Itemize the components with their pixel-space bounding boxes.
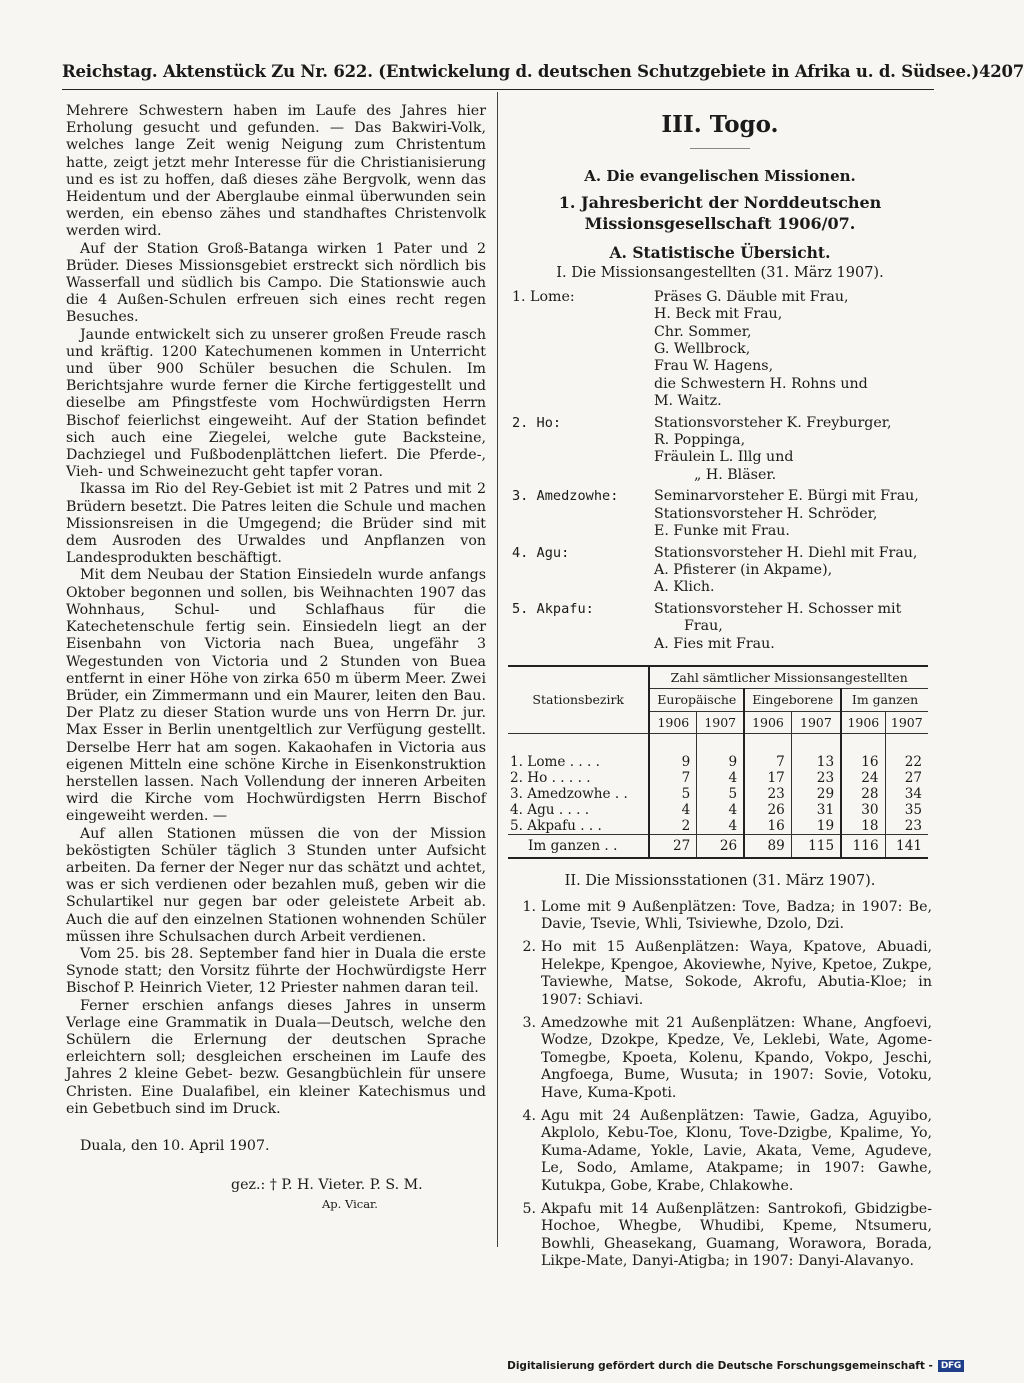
staff-person: A. Klich. xyxy=(654,579,715,596)
value-cell: 22 xyxy=(885,734,928,771)
value-cell: 28 xyxy=(841,786,885,802)
value-cell: 5 xyxy=(697,786,744,802)
station-text: Agu mit 24 Außenplätzen: Tawie, Gadza, Aguyibo, Akplolo, Kebu-Toe, Klonu, Tove-Dzigbe, Kpalime, Yo, Kuma-Adame, Yokle, Lavie, Akata, Veme, Agudeve, Le, Sodo, Amlame, Atakpame; in 1907: Gawhe, Kutukpa, Gobe, Krabe, Chlakowhe. xyxy=(541,1108,932,1194)
value-cell: 26 xyxy=(697,835,744,859)
staff-person: die Schwestern H. Rohns und xyxy=(654,375,868,392)
list-item xyxy=(508,899,932,934)
station-text: Ho mit 15 Außenplätzen: Waya, Kpatove, Abuadi, Helekpe, Kpengoe, Akoviewhe, Nyive, Kpetoe, Zukpe, Taviewhe, Matse, Sokode, Akrofu, Abutia-Kloe; in 1907: Schiavi. xyxy=(541,939,932,1008)
staff-heading: I. Die Missionsangestellten (31. März 1907). xyxy=(556,265,884,282)
station-number: 1. xyxy=(522,898,536,915)
year-header: 1906 xyxy=(841,711,885,733)
value-cell: 5 xyxy=(649,786,696,802)
footer-credit: Digitalisierung gefördert durch die Deutsche Forschungsgemeinschaft - xyxy=(507,1360,933,1372)
value-cell: 27 xyxy=(649,835,696,859)
staff-entry xyxy=(508,488,932,540)
staff-person: Stationsvorsteher H. Schröder, xyxy=(654,505,878,522)
staff-person: H. Beck mit Frau, xyxy=(654,306,783,323)
value-cell: 141 xyxy=(885,835,928,859)
staff-person: E. Funke mit Frau. xyxy=(654,523,790,540)
value-cell: 7 xyxy=(649,770,696,786)
staff-person: R. Poppinga, xyxy=(654,432,746,449)
station-text: Amedzowhe mit 21 Außenplätzen: Whane, Angfoevi, Wodze, Dzokpe, Kpedze, Ve, Leklebi, Wate, Agome-Tomegbe, Kpoeta, Kolenu, Kpando, Vokpo, Jeschi, Angfoega, Bume, Wusuta; in 1907: Sovie, Votoku, Have, Kuma-Kpoti. xyxy=(541,1015,932,1101)
district-cell: 1. Lome . . . . xyxy=(510,754,601,771)
list-item xyxy=(508,939,932,1009)
staff-station: 4. Agu: xyxy=(512,544,570,561)
stat-heading: A. Statistische Übersicht. xyxy=(609,243,831,262)
value-cell: 16 xyxy=(744,818,791,835)
staff-person: Stationsvorsteher H. Diehl mit Frau, xyxy=(654,544,918,561)
staff-person: A. Pfisterer (in Akpame), xyxy=(654,561,833,578)
staff-person: M. Waitz. xyxy=(654,393,722,410)
value-cell: 4 xyxy=(649,802,696,818)
staff-statistics-table xyxy=(508,665,928,859)
list-item xyxy=(508,1108,932,1195)
table-row xyxy=(508,802,928,818)
year-header: 1907 xyxy=(885,711,928,733)
value-cell: 29 xyxy=(791,786,841,802)
district-cell: 2. Ho . . . . . xyxy=(510,770,591,787)
staff-person: Frau, xyxy=(684,618,723,635)
value-cell: 23 xyxy=(885,818,928,835)
year-header: 1907 xyxy=(791,711,841,733)
staff-entry xyxy=(508,545,932,597)
station-text: Lome mit 9 Außenplätzen: Tove, Badza; in 1907: Be, Davie, Tsevie, Whli, Tsiviewhe, Dzolo, Dzi. xyxy=(541,898,932,932)
value-cell: 4 xyxy=(697,770,744,786)
right-column xyxy=(508,110,932,1277)
footer xyxy=(507,1360,964,1372)
staff-person: Stationsvorsteher H. Schosser mit xyxy=(654,600,902,617)
staff-person: Chr. Sommer, xyxy=(654,323,752,340)
value-cell: 34 xyxy=(885,786,928,802)
value-cell: 19 xyxy=(791,818,841,835)
value-cell: 31 xyxy=(791,802,841,818)
district-cell: Im ganzen . . xyxy=(508,835,649,859)
staff-person: Seminarvorsteher E. Bürgi mit Frau, xyxy=(654,488,919,505)
title-rule xyxy=(690,148,750,149)
left-column xyxy=(66,103,486,1214)
staff-entry xyxy=(508,415,932,485)
group-header: Eingeborene xyxy=(744,689,841,711)
year-header: 1907 xyxy=(697,711,744,733)
value-cell: 17 xyxy=(744,770,791,786)
header-title: Reichstag. Aktenstück Zu Nr. 622. (Entwickelung d. deutschen Schutzgebiete in Afrika u. d. Südsee.) xyxy=(62,62,979,81)
paragraph: Vom 25. bis 28. September fand hier in Duala die erste Synode statt; den Vorsitz führte der Hochwürdigste Herr Bischof P. Heinrich Vieter, 12 Priester nahmen daran teil. xyxy=(66,945,486,997)
paragraph: Auf der Station Groß-Batanga wirken 1 Pater und 2 Brüder. Dieses Missionsgebiet erstreckt sich nördlich bis Wasserfall und südlich bis Campo. Die Stationswie auch die 4 Außen-Schulen erfreuen sich eines recht regen Besuches. xyxy=(66,240,486,326)
paragraph: Ikassa im Rio del Rey-Gebiet ist mit 2 Patres und mit 2 Brüdern besetzt. Die Patres leiten die Schule und machen Missionsreisen in die Umgegend; die Brüder sind mit dem Ausroden des Urwaldes und Anpflanzen von Landesprodukten beschäftigt. xyxy=(66,481,486,567)
district-cell: 4. Agu . . . . xyxy=(510,802,590,819)
value-cell: 26 xyxy=(744,802,791,818)
staff-entry xyxy=(508,601,932,653)
value-cell: 4 xyxy=(697,802,744,818)
header-rule xyxy=(62,89,934,90)
report-title: 1. Jahresbericht der Norddeutschen Missionsgesellschaft 1906/07. xyxy=(558,193,882,233)
staff-person: G. Wellbrock, xyxy=(654,341,751,358)
staff-person: Frau W. Hagens, xyxy=(654,358,774,375)
value-cell: 89 xyxy=(744,835,791,859)
group-header: Europäische xyxy=(649,689,744,711)
staff-station: 3. Amedzowhe: xyxy=(512,488,619,505)
list-item xyxy=(508,1201,932,1271)
station-number: 4. xyxy=(522,1108,536,1125)
value-cell: 30 xyxy=(841,802,885,818)
paragraph: Auf allen Stationen müssen die von der Mission beköstigten Schüler täglich 3 Stunden unter Aufsicht arbeiten. Da ferner der Neger nur das schätzt und achtet, was er sich verdienen oder bezahlen muß, geben wir die Schulartikel nur gegen bar oder geleistete Arbeit ab. Auch die auf den einzelnen Stationen wohnenden Schüler müssen ihre Schulsachen durch Arbeit verdienen. xyxy=(66,825,486,945)
section-title: III. Togo. xyxy=(661,111,779,138)
group-header: Im ganzen xyxy=(841,689,928,711)
staff-person: A. Fies mit Frau. xyxy=(654,635,775,652)
stations-list xyxy=(508,899,932,1271)
value-cell: 7 xyxy=(744,734,791,771)
value-cell: 2 xyxy=(649,818,696,835)
year-header: 1906 xyxy=(649,711,696,733)
value-cell: 18 xyxy=(841,818,885,835)
value-cell: 27 xyxy=(885,770,928,786)
heading-missions: A. Die evangelischen Missionen. xyxy=(584,167,856,185)
staff-person: Präses G. Däuble mit Frau, xyxy=(654,288,849,305)
value-cell: 115 xyxy=(791,835,841,859)
column-divider xyxy=(497,92,498,1247)
district-cell: 5. Akpafu . . . xyxy=(510,818,602,835)
station-number: 5. xyxy=(522,1201,536,1218)
value-cell: 23 xyxy=(791,770,841,786)
value-cell: 9 xyxy=(697,734,744,771)
column-header-district: Stationsbezirk xyxy=(508,666,649,734)
signature-title: Ap. Vicar. xyxy=(322,1197,378,1212)
staff-person: Stationsvorsteher K. Freyburger, xyxy=(654,414,892,431)
staff-station: 5. Akpafu: xyxy=(512,600,594,617)
list-item xyxy=(508,1015,932,1102)
value-cell: 9 xyxy=(649,734,696,771)
signature: gez.: † P. H. Vieter. P. S. M. xyxy=(231,1177,423,1194)
page-number: 4207 xyxy=(978,62,1024,81)
staff-station: 1. Lome: xyxy=(512,288,575,305)
table-row xyxy=(508,818,928,835)
table-row xyxy=(508,734,928,771)
stations-heading: II. Die Missionsstationen (31. März 1907). xyxy=(564,873,876,890)
dfg-logo-icon: DFG xyxy=(938,1360,964,1372)
table-total-row xyxy=(508,835,928,859)
table-row xyxy=(508,786,928,802)
column-header-group: Zahl sämtlicher Missionsangestellten xyxy=(649,666,928,689)
district-cell: 3. Amedzowhe . . xyxy=(510,786,628,803)
value-cell: 35 xyxy=(885,802,928,818)
staff-station: 2. Ho: xyxy=(512,414,562,431)
station-number: 3. xyxy=(522,1015,536,1031)
year-header: 1906 xyxy=(744,711,791,733)
table-row xyxy=(508,770,928,786)
value-cell: 116 xyxy=(841,835,885,859)
paragraph: Mehrere Schwestern haben im Laufe des Jahres hier Erholung gesucht und gefunden. — Das Bakwiri-Volk, welches lange Zeit wenig Neigung zum Christentum hatte, zeigt jetzt mehr Interesse für die Christianisierung und es ist zu hoffen, daß dieses zähe Bergvolk, wenn das Heidentum und der Aberglaube einmal überwunden sein werden, ein ebenso zähes und standhaftes Christenvolk werden wird. xyxy=(66,103,486,240)
paragraph: Ferner erschien anfangs dieses Jahres in unserm Verlage eine Grammatik in Duala—Deutsch, welche den Schülern die Erlernung der deutschen Sprache erleichtern soll; desgleichen erscheinen im Laufe des Jahres 2 kleine Gebet- bezw. Gesangbüchlein für unsere Christen. Eine Dualafibel, ein kleiner Katechismus und ein Gebetbuch sind im Druck. xyxy=(66,997,486,1117)
staff-entry xyxy=(508,289,932,411)
place-date: Duala, den 10. April 1907. xyxy=(80,1137,270,1154)
running-header xyxy=(62,62,1024,81)
value-cell: 13 xyxy=(791,734,841,771)
staff-person: „ H. Bläser. xyxy=(694,466,777,483)
paragraph: Mit dem Neubau der Station Einsiedeln wurde anfangs Oktober begonnen und sollen, bis Weihnachten 1907 das Wohnhaus, Schul- und Schlafhaus für die Katechetenschule fertig sein. Einsiedeln liegt an der Eisenbahn von Victoria nach Buea, ungefähr 3 Wegestunden von Victoria und 2 Stunden von Buea entfernt in einer Höhe von zirka 650 m überm Meer. Zwei Brüder, ein Zimmermann und ein Maurer, leiten den Bau. Der Platz zu dieser Station wurde uns von Herrn Dr. jur. Max Esser in Berlin unentgeltlich zur Verfügung gestellt. Derselbe Herr hat am sogen. Kakaohafen in Victoria aus eigenen Mitteln eine schöne Kirche in Eisenkonstruktion herstellen lassen. Nach Vollendung der inneren Arbeiten wird die Kirche vom Hochwürdigsten Herrn Bischof eingeweiht werden. — xyxy=(66,567,486,825)
paragraph: Jaunde entwickelt sich zu unserer großen Freude rasch und kräftig. 1200 Katechumenen kommen in Unterricht und über 900 Schüler besuchen die Schulen. Im Berichtsjahre wurde ferner die Kirche fertiggestellt und dieselbe am Pfingstfeste vom Hochwürdigsten Herrn Bischof feierlichst eingeweiht. Auf der Station befindet sich auch eine Ziegelei, welche gute Backsteine, Dachziegel und Fußbodenplättchen liefert. Die Pferde-, Vieh- und Schweinezucht geht tapfer voran. xyxy=(66,326,486,481)
value-cell: 16 xyxy=(841,734,885,771)
staff-list xyxy=(508,289,932,653)
station-text: Akpafu mit 14 Außenplätzen: Santrokofi, Gbidzigbe-Hochoe, Whegbe, Whudibi, Kpeme, Ntsumeru, Bowhli, Gheasekang, Guamang, Worawora, Borada, Likpe-Mate, Danyi-Atigba; in 1907: Danyi-Alavanyo. xyxy=(541,1201,932,1270)
value-cell: 23 xyxy=(744,786,791,802)
value-cell: 4 xyxy=(697,818,744,835)
station-number: 2. xyxy=(522,939,536,956)
value-cell: 24 xyxy=(841,770,885,786)
staff-person: Fräulein L. Illg und xyxy=(654,449,794,466)
